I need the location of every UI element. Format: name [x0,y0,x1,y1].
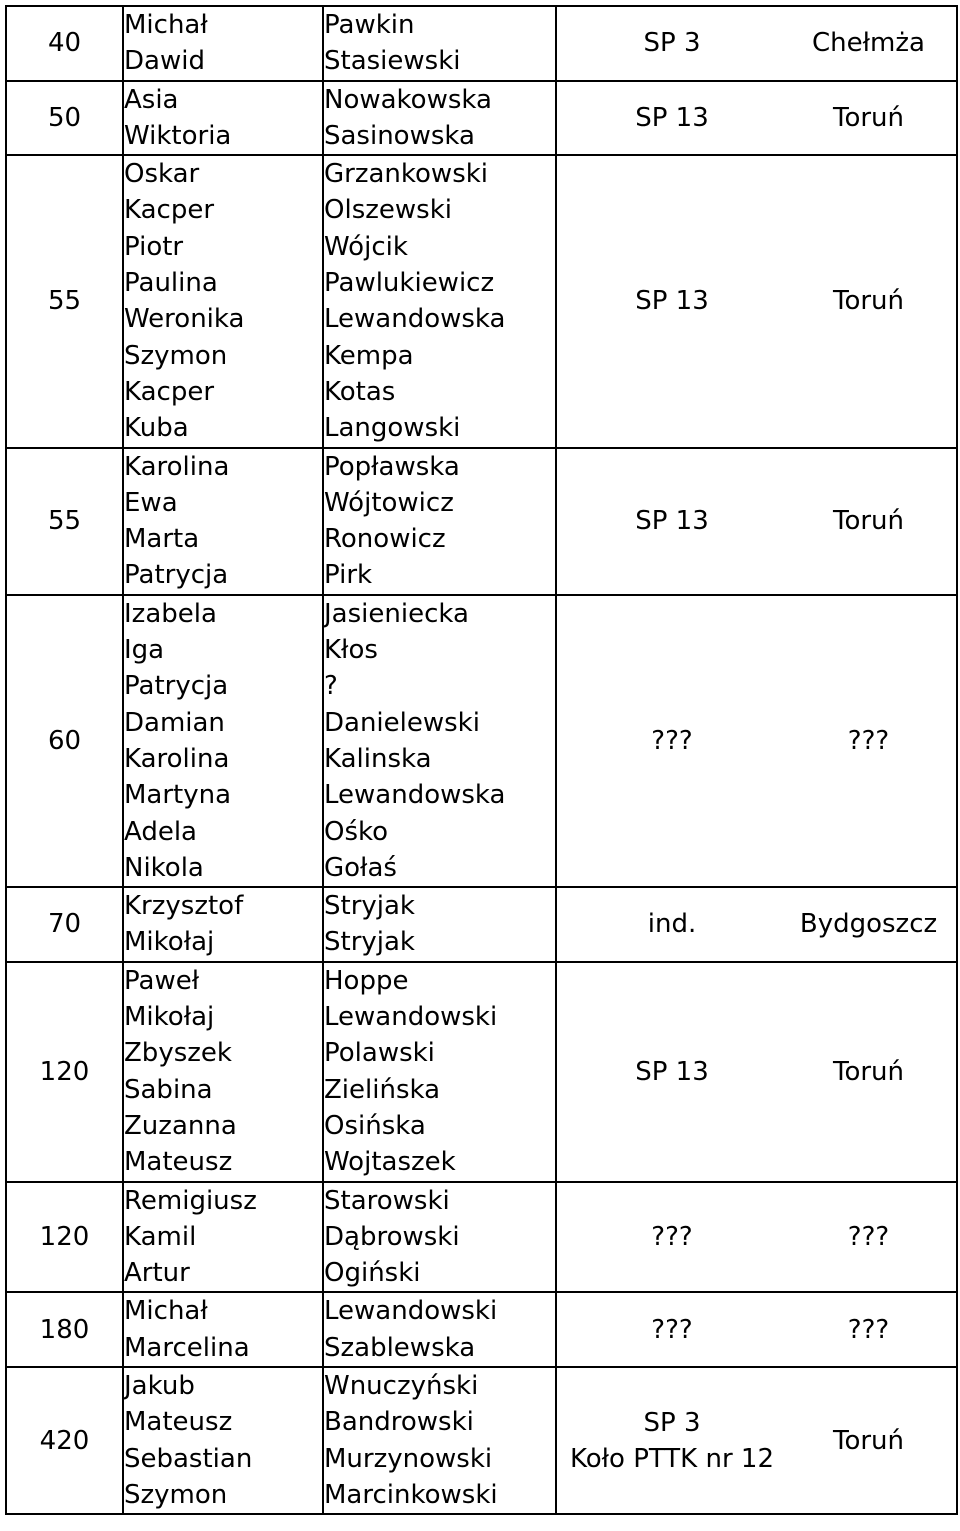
first-name: Paulina [124,268,218,299]
first-names-cell [123,1182,323,1293]
last-name: Danielewski [324,707,480,738]
school-label [557,100,787,136]
school-line: SP 13 [635,1056,709,1087]
results-table-body [6,6,957,1514]
first-names-cell [123,887,323,962]
first-name: Nikola [124,852,204,883]
table-row [6,81,957,156]
first-name: Damian [124,707,225,738]
last-name: Olszewski [324,195,452,226]
town-label: ??? [847,725,890,756]
school-label [557,1054,787,1090]
last-name: Pirk [324,560,373,591]
score-cell: 180 [6,1292,123,1367]
school-town-row [557,283,956,319]
school-town-row [557,723,956,759]
last-name: Murzynowski [324,1443,493,1474]
last-names-cell [323,595,556,887]
first-name: Karolina [124,451,230,482]
school-town-cell [556,887,957,962]
first-name: Oskar [124,159,200,190]
first-name: Remigiusz [124,1185,257,1216]
first-name: Wiktoria [124,120,232,151]
school-label [557,1405,787,1477]
school-town-cell [556,962,957,1182]
table-row [6,1367,957,1514]
first-name: Jakub [124,1370,195,1401]
score-cell: 120 [6,1182,123,1293]
school-label [557,906,787,942]
school-line: ??? [651,725,693,756]
town-label: Chełmża [812,28,925,59]
table-row [6,448,957,595]
results-table [5,5,958,1515]
school-line: SP 13 [635,506,709,537]
school-line: ind. [647,909,697,940]
town-label: Toruń [832,102,905,133]
last-name: Kłos [324,635,378,666]
last-name: Jasieniecka [324,598,469,629]
table-row [6,887,957,962]
first-name: Karolina [124,743,230,774]
last-name: Stasiewski [324,46,461,77]
last-name: ? [324,671,338,702]
last-name: Gołaś [324,852,397,883]
school-town-row [557,1054,956,1090]
town-label: Toruń [832,1056,905,1087]
first-name: Marta [124,524,200,555]
town-label: Toruń [832,1425,905,1456]
school-town-row [557,906,956,942]
last-name: Wójcik [324,231,408,262]
first-name: Kuba [124,413,189,444]
score-cell: 50 [6,81,123,156]
first-name: Mikołaj [124,927,215,958]
school-line: ??? [651,1221,693,1252]
last-name: Grzankowski [324,159,489,190]
last-names-cell [323,1292,556,1367]
score-cell: 120 [6,962,123,1182]
school-town-cell [556,1292,957,1367]
last-name: Ośko [324,816,389,847]
first-names-cell [123,6,323,81]
first-name: Patrycja [124,560,229,591]
table-row [6,962,957,1182]
town-label: ??? [847,1314,890,1345]
last-names-cell [323,1182,556,1293]
first-names-cell [123,155,323,447]
first-name: Iga [124,635,165,666]
first-name: Martyna [124,780,232,811]
first-name: Krzysztof [124,891,244,922]
first-names-cell [123,1292,323,1367]
last-name: Kalinska [324,743,432,774]
first-name: Ewa [124,487,178,518]
school-line: SP 13 [635,102,709,133]
first-name: Sebastian [124,1443,253,1474]
first-name: Piotr [124,231,184,262]
last-name: Osińska [324,1110,426,1141]
last-name: Kotas [324,376,396,407]
first-name: Weronika [124,304,245,335]
last-names-cell [323,1367,556,1514]
last-name: Starowski [324,1185,450,1216]
last-names-cell [323,962,556,1182]
first-names-cell [123,81,323,156]
town-label: Toruń [832,286,905,317]
first-names-cell [123,1367,323,1514]
first-name: Paweł [124,965,200,996]
last-name: Hoppe [324,965,409,996]
school-town-cell [556,155,957,447]
town-label: ??? [847,1221,890,1252]
first-names-cell [123,595,323,887]
last-name: Popławska [324,451,460,482]
first-name: Kacper [124,195,215,226]
last-name: Ogiński [324,1258,421,1289]
last-name: Dąbrowski [324,1221,460,1252]
first-names-cell [123,962,323,1182]
last-name: Kempa [324,340,414,371]
first-name: Kacper [124,376,215,407]
school-town-row [557,1405,956,1477]
first-name: Izabela [124,598,217,629]
school-line: SP 3 [643,28,701,59]
score-cell: 55 [6,448,123,595]
first-name: Szymon [124,340,228,371]
last-names-cell [323,81,556,156]
last-name: Bandrowski [324,1407,474,1438]
school-label [557,1312,787,1348]
last-name: Marcinkowski [324,1479,498,1510]
last-name: Wnuczyński [324,1370,479,1401]
last-names-cell [323,448,556,595]
last-names-cell [323,6,556,81]
last-name: Wojtaszek [324,1147,456,1178]
school-town-cell [556,6,957,81]
school-town-cell [556,1367,957,1514]
first-name: Mateusz [124,1147,233,1178]
town-label: Bydgoszcz [799,909,938,940]
first-name: Szymon [124,1479,228,1510]
school-town-row [557,1219,956,1255]
last-names-cell [323,155,556,447]
school-label [557,723,787,759]
first-name: Marcelina [124,1332,250,1363]
last-name: Pawkin [324,10,415,40]
last-name: Nowakowska [324,84,492,115]
table-row [6,1182,957,1293]
score-cell: 55 [6,155,123,447]
score-cell: 40 [6,6,123,81]
school-line: SP 13 [635,286,709,317]
table-row [6,6,957,81]
school-town-cell [556,81,957,156]
table-row [6,155,957,447]
last-name: Sasinowska [324,120,475,151]
school-line: SP 3 [643,1407,701,1438]
last-name: Szablewska [324,1332,476,1363]
last-name: Pawlukiewicz [324,268,495,299]
school-label [557,1219,787,1255]
school-label [557,25,787,61]
school-label [557,503,787,539]
first-name: Artur [124,1258,190,1289]
first-name: Michał [124,1296,208,1327]
last-name: Zielińska [324,1074,441,1105]
last-name: Lewandowska [324,304,506,335]
score-cell: 70 [6,887,123,962]
first-name: Mikołaj [124,1002,215,1033]
first-name: Mateusz [124,1407,233,1438]
last-names-cell [323,887,556,962]
last-name: Langowski [324,413,461,444]
school-town-cell [556,595,957,887]
table-row [6,1292,957,1367]
last-name: Lewandowski [324,1296,498,1327]
last-name: Lewandowska [324,780,506,811]
first-name: Zbyszek [124,1038,232,1069]
town-label: Toruń [832,506,905,537]
first-names-cell [123,448,323,595]
last-name: Lewandowski [324,1002,498,1033]
first-name: Asia [124,84,179,115]
first-name: Adela [124,816,197,847]
score-cell: 420 [6,1367,123,1514]
table-row [6,595,957,887]
school-town-cell [556,448,957,595]
school-town-row [557,503,956,539]
last-name: Ronowicz [324,524,446,555]
first-name: Patrycja [124,671,229,702]
last-name: Polawski [324,1038,435,1069]
last-name: Wójtowicz [324,487,454,518]
first-name: Michał [124,10,208,40]
first-name: Kamil [124,1221,197,1252]
school-line: Koło PTTK nr 12 [569,1443,775,1474]
score-cell: 60 [6,595,123,887]
school-town-row [557,25,956,61]
school-label [557,283,787,319]
first-name: Zuzanna [124,1110,237,1141]
first-name: Sabina [124,1074,213,1105]
school-town-row [557,100,956,136]
first-name: Dawid [124,46,205,77]
school-line: ??? [651,1314,693,1345]
last-name: Stryjak [324,891,415,922]
last-name: Stryjak [324,927,415,958]
school-town-row [557,1312,956,1348]
school-town-cell [556,1182,957,1293]
